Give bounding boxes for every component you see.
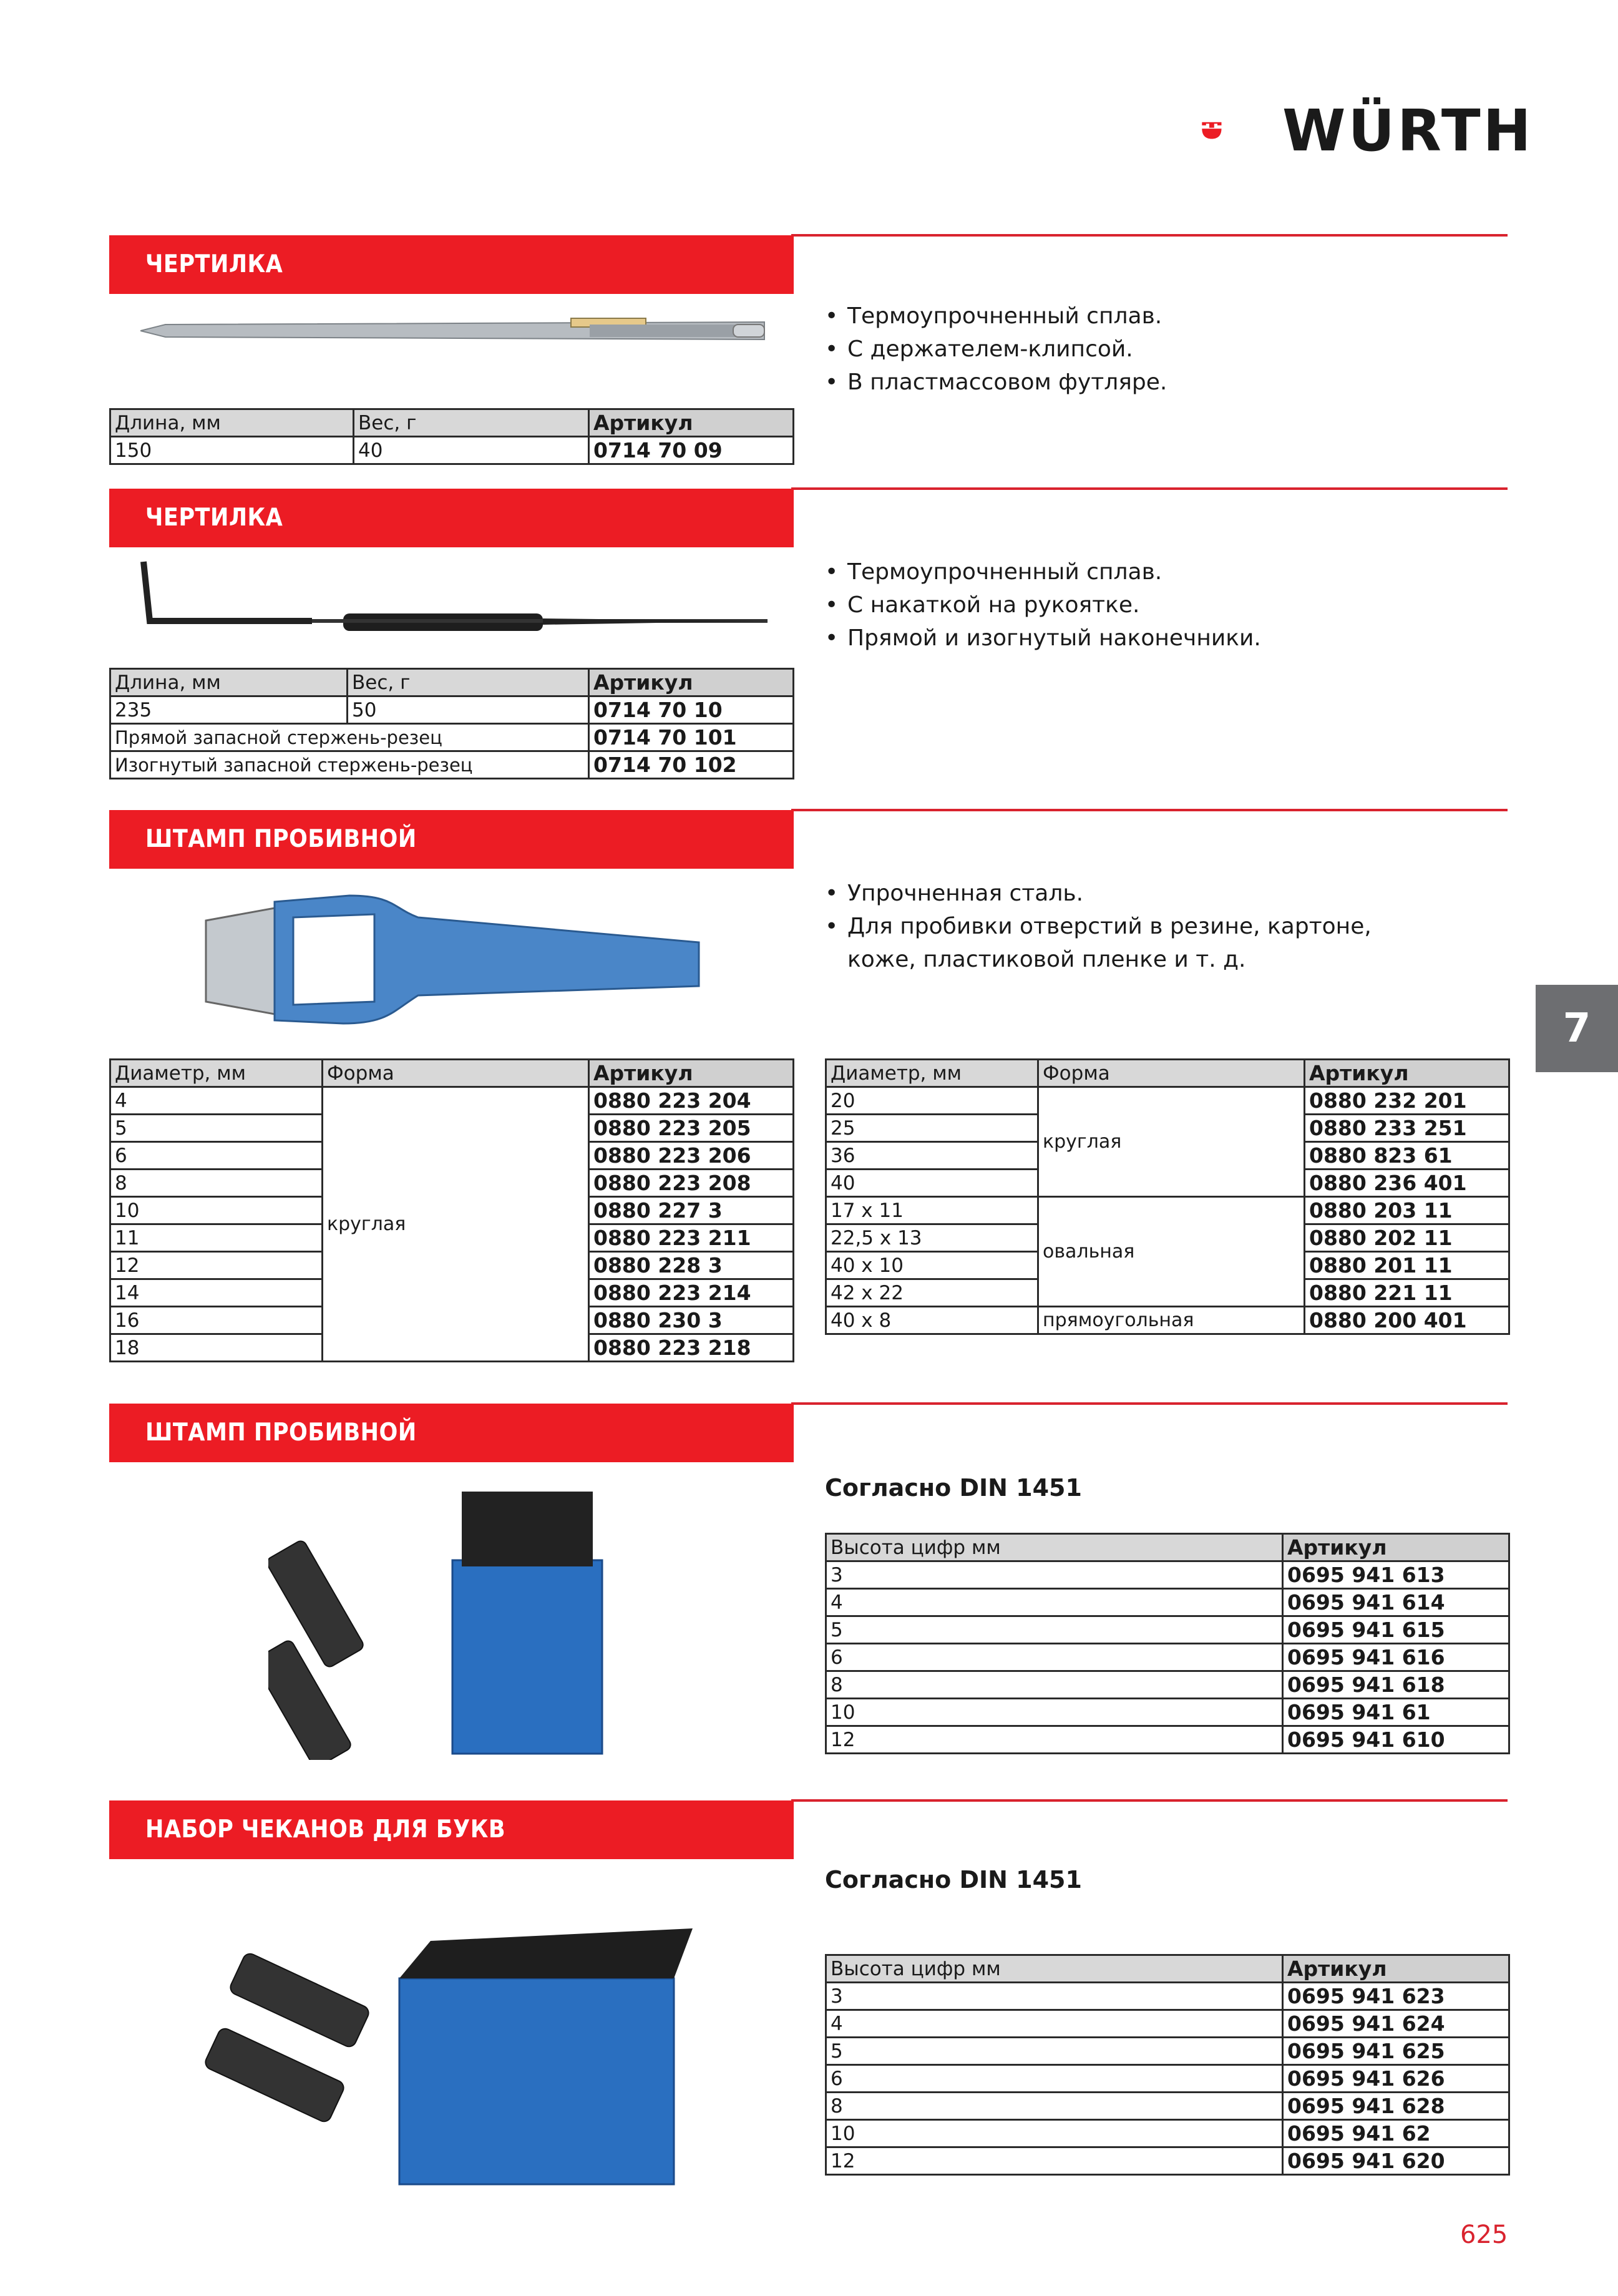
col-header: Артикул (589, 1060, 794, 1087)
table-row: Прямой запасной стержень-резец 0714 70 101 (110, 724, 794, 751)
form-cell: круглая (323, 1087, 589, 1362)
form-cell: круглая (1038, 1087, 1305, 1197)
table-row: 42 x 22 0880 221 11 (826, 1279, 1509, 1307)
form-cell: овальная (1038, 1197, 1305, 1307)
bullet: • Термоупрочненный сплав. (825, 303, 1162, 329)
standard-note: Согласно DIN 1451 (825, 1474, 1082, 1502)
table-row: 17 x 11 овальная 0880 203 11 (826, 1197, 1509, 1224)
table-row: 16 0880 230 3 (110, 1307, 794, 1334)
table-row: 3 0695 941 623 (826, 1983, 1509, 2010)
col-header: Артикул (589, 409, 794, 437)
table-row: 12 0695 941 620 (826, 2147, 1509, 2175)
section-title: ШТАМП ПРОБИВНОЙ (145, 1419, 417, 1447)
bullet: • Прямой и изогнутый наконечники. (825, 625, 1261, 651)
scriber-pen-image (140, 306, 768, 356)
hole-punch-image (187, 883, 718, 1033)
table-row: 12 0880 228 3 (110, 1252, 794, 1279)
table-row: 6 0695 941 626 (826, 2065, 1509, 2093)
section-1-header (109, 235, 794, 294)
form-cell: прямоугольная (1038, 1307, 1305, 1334)
col-header: Форма (323, 1060, 589, 1087)
section-2-rule (791, 487, 1508, 490)
table-row: 4 круглая 0880 223 204 (110, 1087, 794, 1115)
table-row: 150 40 0714 70 09 (110, 437, 794, 464)
table-row: 5 0880 223 205 (110, 1115, 794, 1142)
table-row: 8 0880 223 208 (110, 1170, 794, 1197)
table-row: 6 0880 223 206 (110, 1142, 794, 1170)
page-number: 625 (1460, 2220, 1508, 2249)
table-row: 4 0695 941 614 (826, 1589, 1509, 1616)
table-row: 5 0695 941 615 (826, 1616, 1509, 1644)
table-row: 235 50 0714 70 10 (110, 696, 794, 724)
table-row: 11 0880 223 211 (110, 1224, 794, 1252)
col-header: Диаметр, мм (110, 1060, 323, 1087)
col-header: Артикул (1283, 1955, 1509, 1983)
section-4-table (825, 1533, 1510, 1754)
col-header: Вес, г (348, 669, 589, 696)
col-header: Артикул (1305, 1060, 1509, 1087)
table-row: 14 0880 223 214 (110, 1279, 794, 1307)
section-title: ЧЕРТИЛКА (145, 504, 283, 532)
table-row: 40 0880 236 401 (826, 1170, 1509, 1197)
table-row: 10 0695 941 61 (826, 1699, 1509, 1726)
bullet: • С накаткой на рукоятке. (825, 592, 1140, 618)
table-row: 6 0695 941 616 (826, 1644, 1509, 1671)
table-row: 40 x 8 прямоугольная 0880 200 401 (826, 1307, 1509, 1334)
table-row: 22,5 x 13 0880 202 11 (826, 1224, 1509, 1252)
section-2-bullets (825, 555, 1511, 655)
section-title: ШТАМП ПРОБИВНОЙ (145, 825, 417, 853)
chapter-tab[interactable]: 7 (1536, 985, 1618, 1072)
bullet: • Упрочненная сталь. (825, 881, 1084, 906)
table-row: 18 0880 223 218 (110, 1334, 794, 1362)
col-header: Артикул (589, 669, 794, 696)
section-title: ЧЕРТИЛКА (145, 250, 283, 278)
section-3-bullets (825, 877, 1511, 976)
table-row: 20 круглая 0880 232 201 (826, 1087, 1509, 1115)
bullet: • В пластмассовом футляре. (825, 369, 1167, 395)
table-row: 8 0695 941 618 (826, 1671, 1509, 1699)
section-5-header (109, 1800, 794, 1859)
table-row: 8 0695 941 628 (826, 2093, 1509, 2120)
table-row: 40 x 10 0880 201 11 (826, 1252, 1509, 1279)
col-header: Форма (1038, 1060, 1305, 1087)
table-row: 10 0695 941 62 (826, 2120, 1509, 2147)
table-row: Изогнутый запасной стержень-резец 0714 70 102 (110, 751, 794, 779)
section-4-rule (791, 1402, 1508, 1405)
section-4-header (109, 1404, 794, 1462)
col-header: Диаметр, мм (826, 1060, 1038, 1087)
section-5-table (825, 1954, 1510, 2176)
table-row: 5 0695 941 625 (826, 2038, 1509, 2065)
table-row: 3 0695 941 613 (826, 1561, 1509, 1589)
table-row: 12 0695 941 610 (826, 1726, 1509, 1754)
section-3-header (109, 810, 794, 869)
section-3-table-right (825, 1058, 1510, 1335)
table-row: 10 0880 227 3 (110, 1197, 794, 1224)
section-1-rule (791, 234, 1508, 237)
section-2-table (109, 668, 794, 779)
col-header: Длина, мм (110, 669, 348, 696)
section-1-table (109, 408, 794, 465)
col-header: Вес, г (354, 409, 589, 437)
standard-note: Согласно DIN 1451 (825, 1866, 1082, 1893)
number-stamp-set-image (268, 1479, 618, 1760)
table-row: 36 0880 823 61 (826, 1142, 1509, 1170)
bullet: • Для пробивки отверстий в резине, картоне, коже, пластиковой пленке и т. д. (825, 914, 1372, 972)
section-title: НАБОР ЧЕКАНОВ ДЛЯ БУКВ (145, 1815, 506, 1844)
bullet: • С держателем-клипсой. (825, 336, 1133, 362)
brand-logo-text: WÜRTH (1282, 97, 1534, 164)
bullet: • Термоупрочненный сплав. (825, 559, 1162, 585)
table-row: 4 0695 941 624 (826, 2010, 1509, 2038)
col-header: Длина, мм (110, 409, 354, 437)
section-1-bullets (825, 300, 1511, 399)
col-header: Высота цифр мм (826, 1534, 1283, 1561)
col-header: Артикул (1283, 1534, 1509, 1561)
col-header: Высота цифр мм (826, 1955, 1283, 1983)
double-scriber-image (137, 559, 774, 646)
section-3-rule (791, 809, 1508, 811)
section-5-rule (791, 1799, 1508, 1802)
section-2-header (109, 489, 794, 547)
table-row: 25 0880 233 251 (826, 1115, 1509, 1142)
letter-stamp-set-image (193, 1885, 693, 2197)
wurth-logo-mark (1201, 97, 1282, 165)
section-3-table-left (109, 1058, 794, 1362)
